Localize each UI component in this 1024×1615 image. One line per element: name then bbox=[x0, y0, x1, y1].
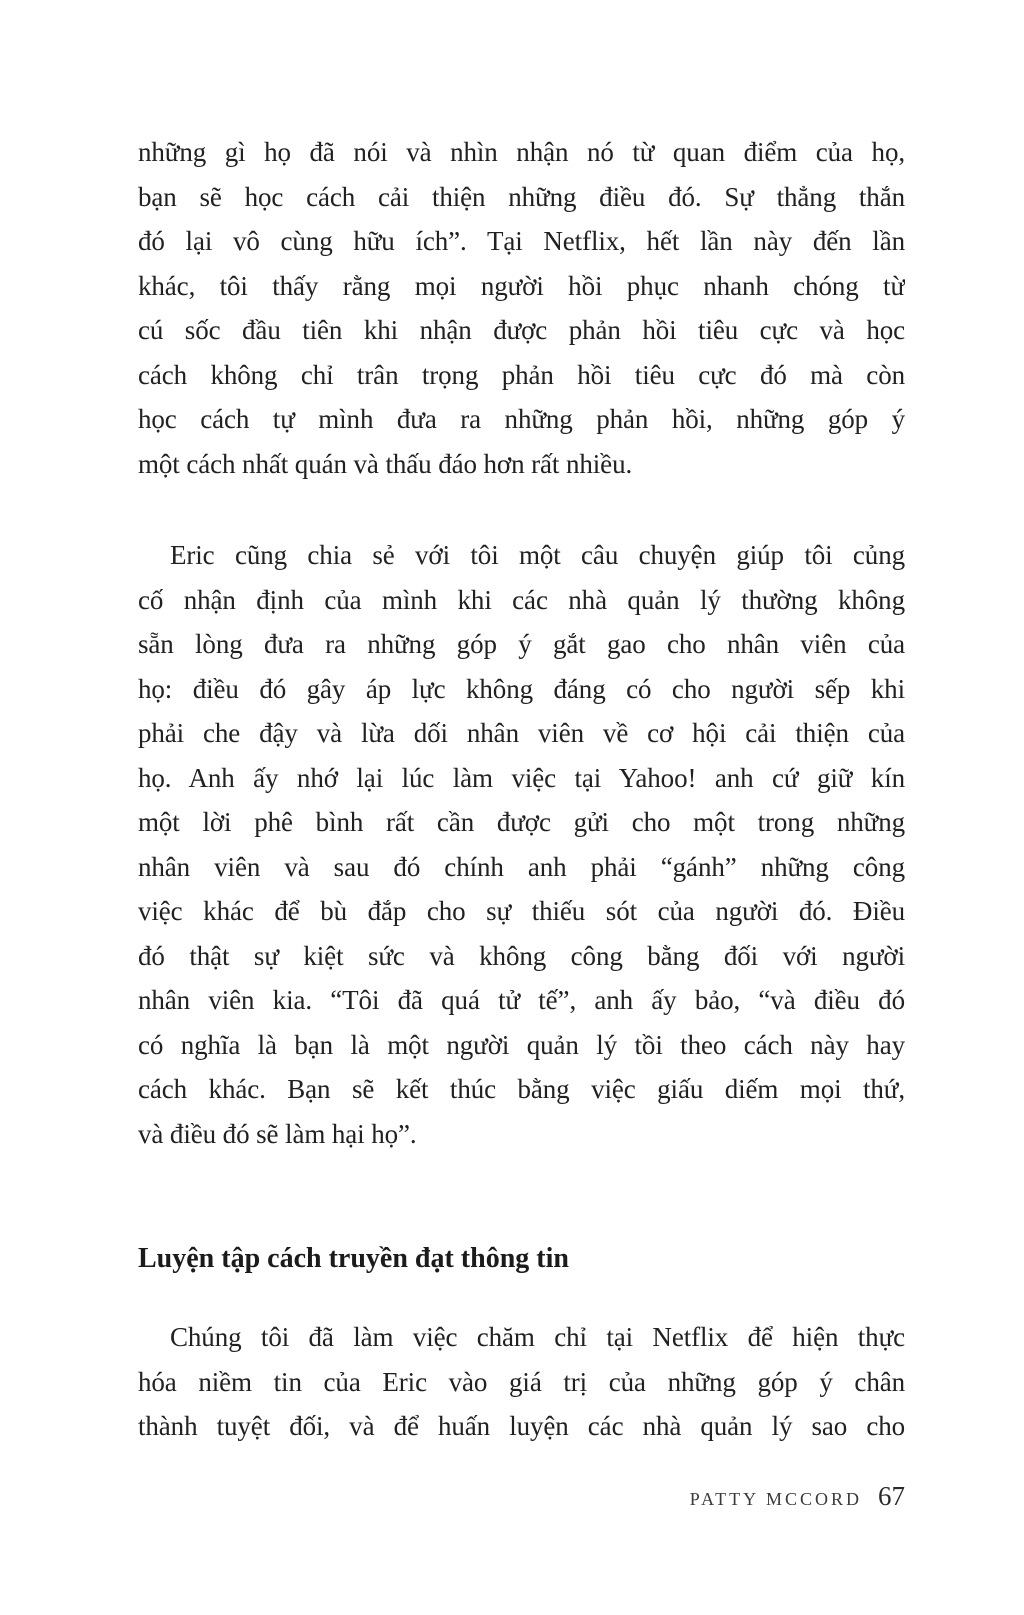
text-line: và điều đó sẽ làm hại họ”. bbox=[138, 1118, 417, 1149]
text-line: cách khác. Bạn sẽ kết thúc bằng việc giấu diếm mọi thứ, bbox=[138, 1074, 905, 1104]
text-line: Chúng tôi đã làm việc chăm chỉ tại Netflix để hiện thực bbox=[170, 1322, 905, 1352]
text-line: có nghĩa là bạn là một người quản lý tồi theo cách này hay bbox=[138, 1029, 905, 1060]
running-title: PATTY MCCORD bbox=[689, 1489, 862, 1509]
paragraph-2 bbox=[138, 533, 905, 1156]
text-line: họ. Anh ấy nhớ lại lúc làm việc tại Yahoo! anh cứ giữ kín bbox=[138, 762, 905, 793]
text-line: cố nhận định của mình khi các nhà quản lý thường không bbox=[138, 584, 905, 615]
paragraph-1 bbox=[138, 130, 905, 486]
text-line: một lời phê bình rất cần được gửi cho một trong những bbox=[138, 807, 905, 837]
page-footer bbox=[138, 1481, 905, 1512]
text-line: bạn sẽ học cách cải thiện những điều đó. Sự thẳng thắn bbox=[138, 181, 905, 212]
text-line: những gì họ đã nói và nhìn nhận nó từ quan điểm của họ, bbox=[138, 137, 905, 167]
text-line: phải che đậy và lừa dối nhân viên về cơ hội cải thiện của bbox=[138, 718, 905, 748]
text-line: sẵn lòng đưa ra những góp ý gắt gao cho nhân viên của bbox=[138, 629, 905, 659]
text-line: đó lại vô cùng hữu ích”. Tại Netflix, hết lần này đến lần bbox=[138, 226, 905, 256]
paragraph-3 bbox=[138, 1315, 905, 1449]
text-line: khác, tôi thấy rằng mọi người hồi phục nhanh chóng từ bbox=[138, 270, 905, 301]
text-line: họ: điều đó gây áp lực không đáng có cho người sếp khi bbox=[138, 673, 905, 704]
text-line: Eric cũng chia sẻ với tôi một câu chuyện giúp tôi củng bbox=[170, 540, 905, 570]
text-line: thành tuyệt đối, và để huấn luyện các nhà quản lý sao cho bbox=[138, 1411, 905, 1441]
text-line: việc khác để bù đắp cho sự thiếu sót của người đó. Điều bbox=[138, 896, 905, 926]
text-line: một cách nhất quán và thấu đáo hơn rất nhiều. bbox=[138, 448, 633, 479]
text-line: nhân viên và sau đó chính anh phải “gánh” những công bbox=[138, 851, 905, 882]
text-line: cách không chỉ trân trọng phản hồi tiêu cực đó mà còn bbox=[138, 359, 905, 390]
section-heading: Luyện tập cách truyền đạt thông tin bbox=[138, 1243, 569, 1274]
text-line: nhân viên kia. “Tôi đã quá tử tế”, anh ấy bảo, “và điều đó bbox=[138, 985, 905, 1015]
text-line: đó thật sự kiệt sức và không công bằng đối với người bbox=[138, 940, 905, 971]
text-line: cú sốc đầu tiên khi nhận được phản hồi tiêu cực và học bbox=[138, 315, 905, 345]
text-line: học cách tự mình đưa ra những phản hồi, những góp ý bbox=[138, 404, 905, 434]
page-number: 67 bbox=[878, 1481, 905, 1511]
text-line: hóa niềm tin của Eric vào giá trị của những góp ý chân bbox=[138, 1366, 905, 1397]
